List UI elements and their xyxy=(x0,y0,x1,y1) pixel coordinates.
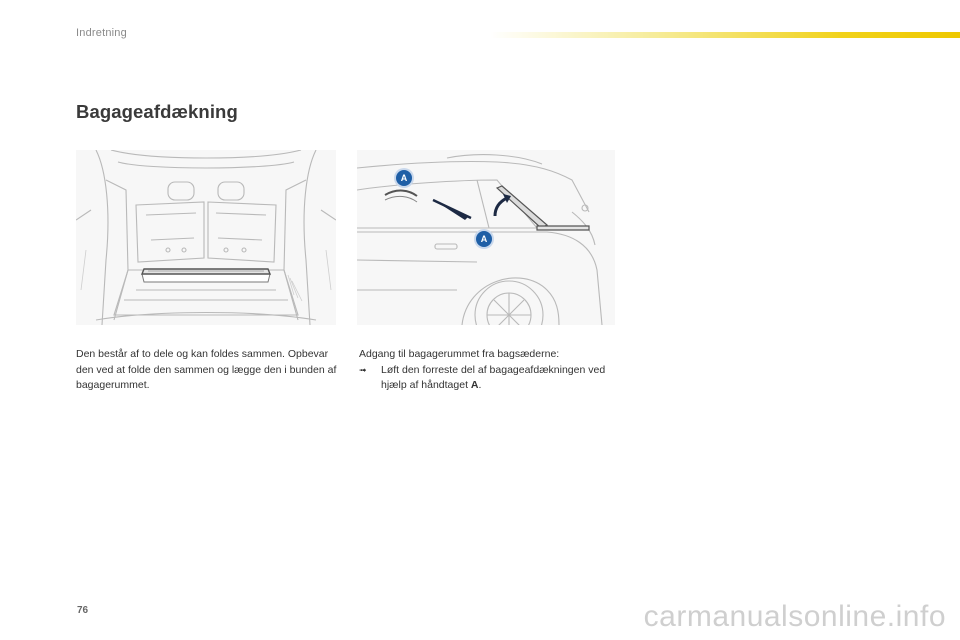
instruction-text-end: . xyxy=(478,379,482,391)
instruction-step-text xyxy=(381,363,629,394)
arrow-bullet-icon: ➟ xyxy=(359,364,367,375)
car-side-illustration xyxy=(357,150,615,325)
section-label: Indretning xyxy=(76,27,127,39)
left-description-text: Den består af to dele og kan foldes sammen. Opbevar den ved at folde den sammen og lægge den i bunden af bagagerummet. xyxy=(76,348,337,391)
callout-a-bottom xyxy=(476,231,492,247)
right-description xyxy=(359,347,629,394)
watermark: carmanualsonline.info xyxy=(643,600,946,633)
callout-a-top xyxy=(396,170,412,186)
right-intro-text: Adgang til bagagerummet fra bagsæderne: xyxy=(359,348,560,360)
callout-a-top-label: A xyxy=(400,173,408,183)
left-description xyxy=(76,347,346,394)
trunk-interior-illustration xyxy=(76,150,336,325)
instruction-step xyxy=(359,363,629,394)
page-number: 76 xyxy=(77,605,89,616)
handle-letter: A xyxy=(470,379,479,391)
instruction-text-main: Løft den forreste del af bagageafdækningen ved hjælp af håndtaget xyxy=(381,363,606,391)
page-title: Bagageafdækning xyxy=(76,101,238,122)
callout-a-bottom-label: A xyxy=(480,234,488,244)
header-accent-bar xyxy=(490,32,960,38)
trunk-interior-drawing xyxy=(76,150,336,325)
